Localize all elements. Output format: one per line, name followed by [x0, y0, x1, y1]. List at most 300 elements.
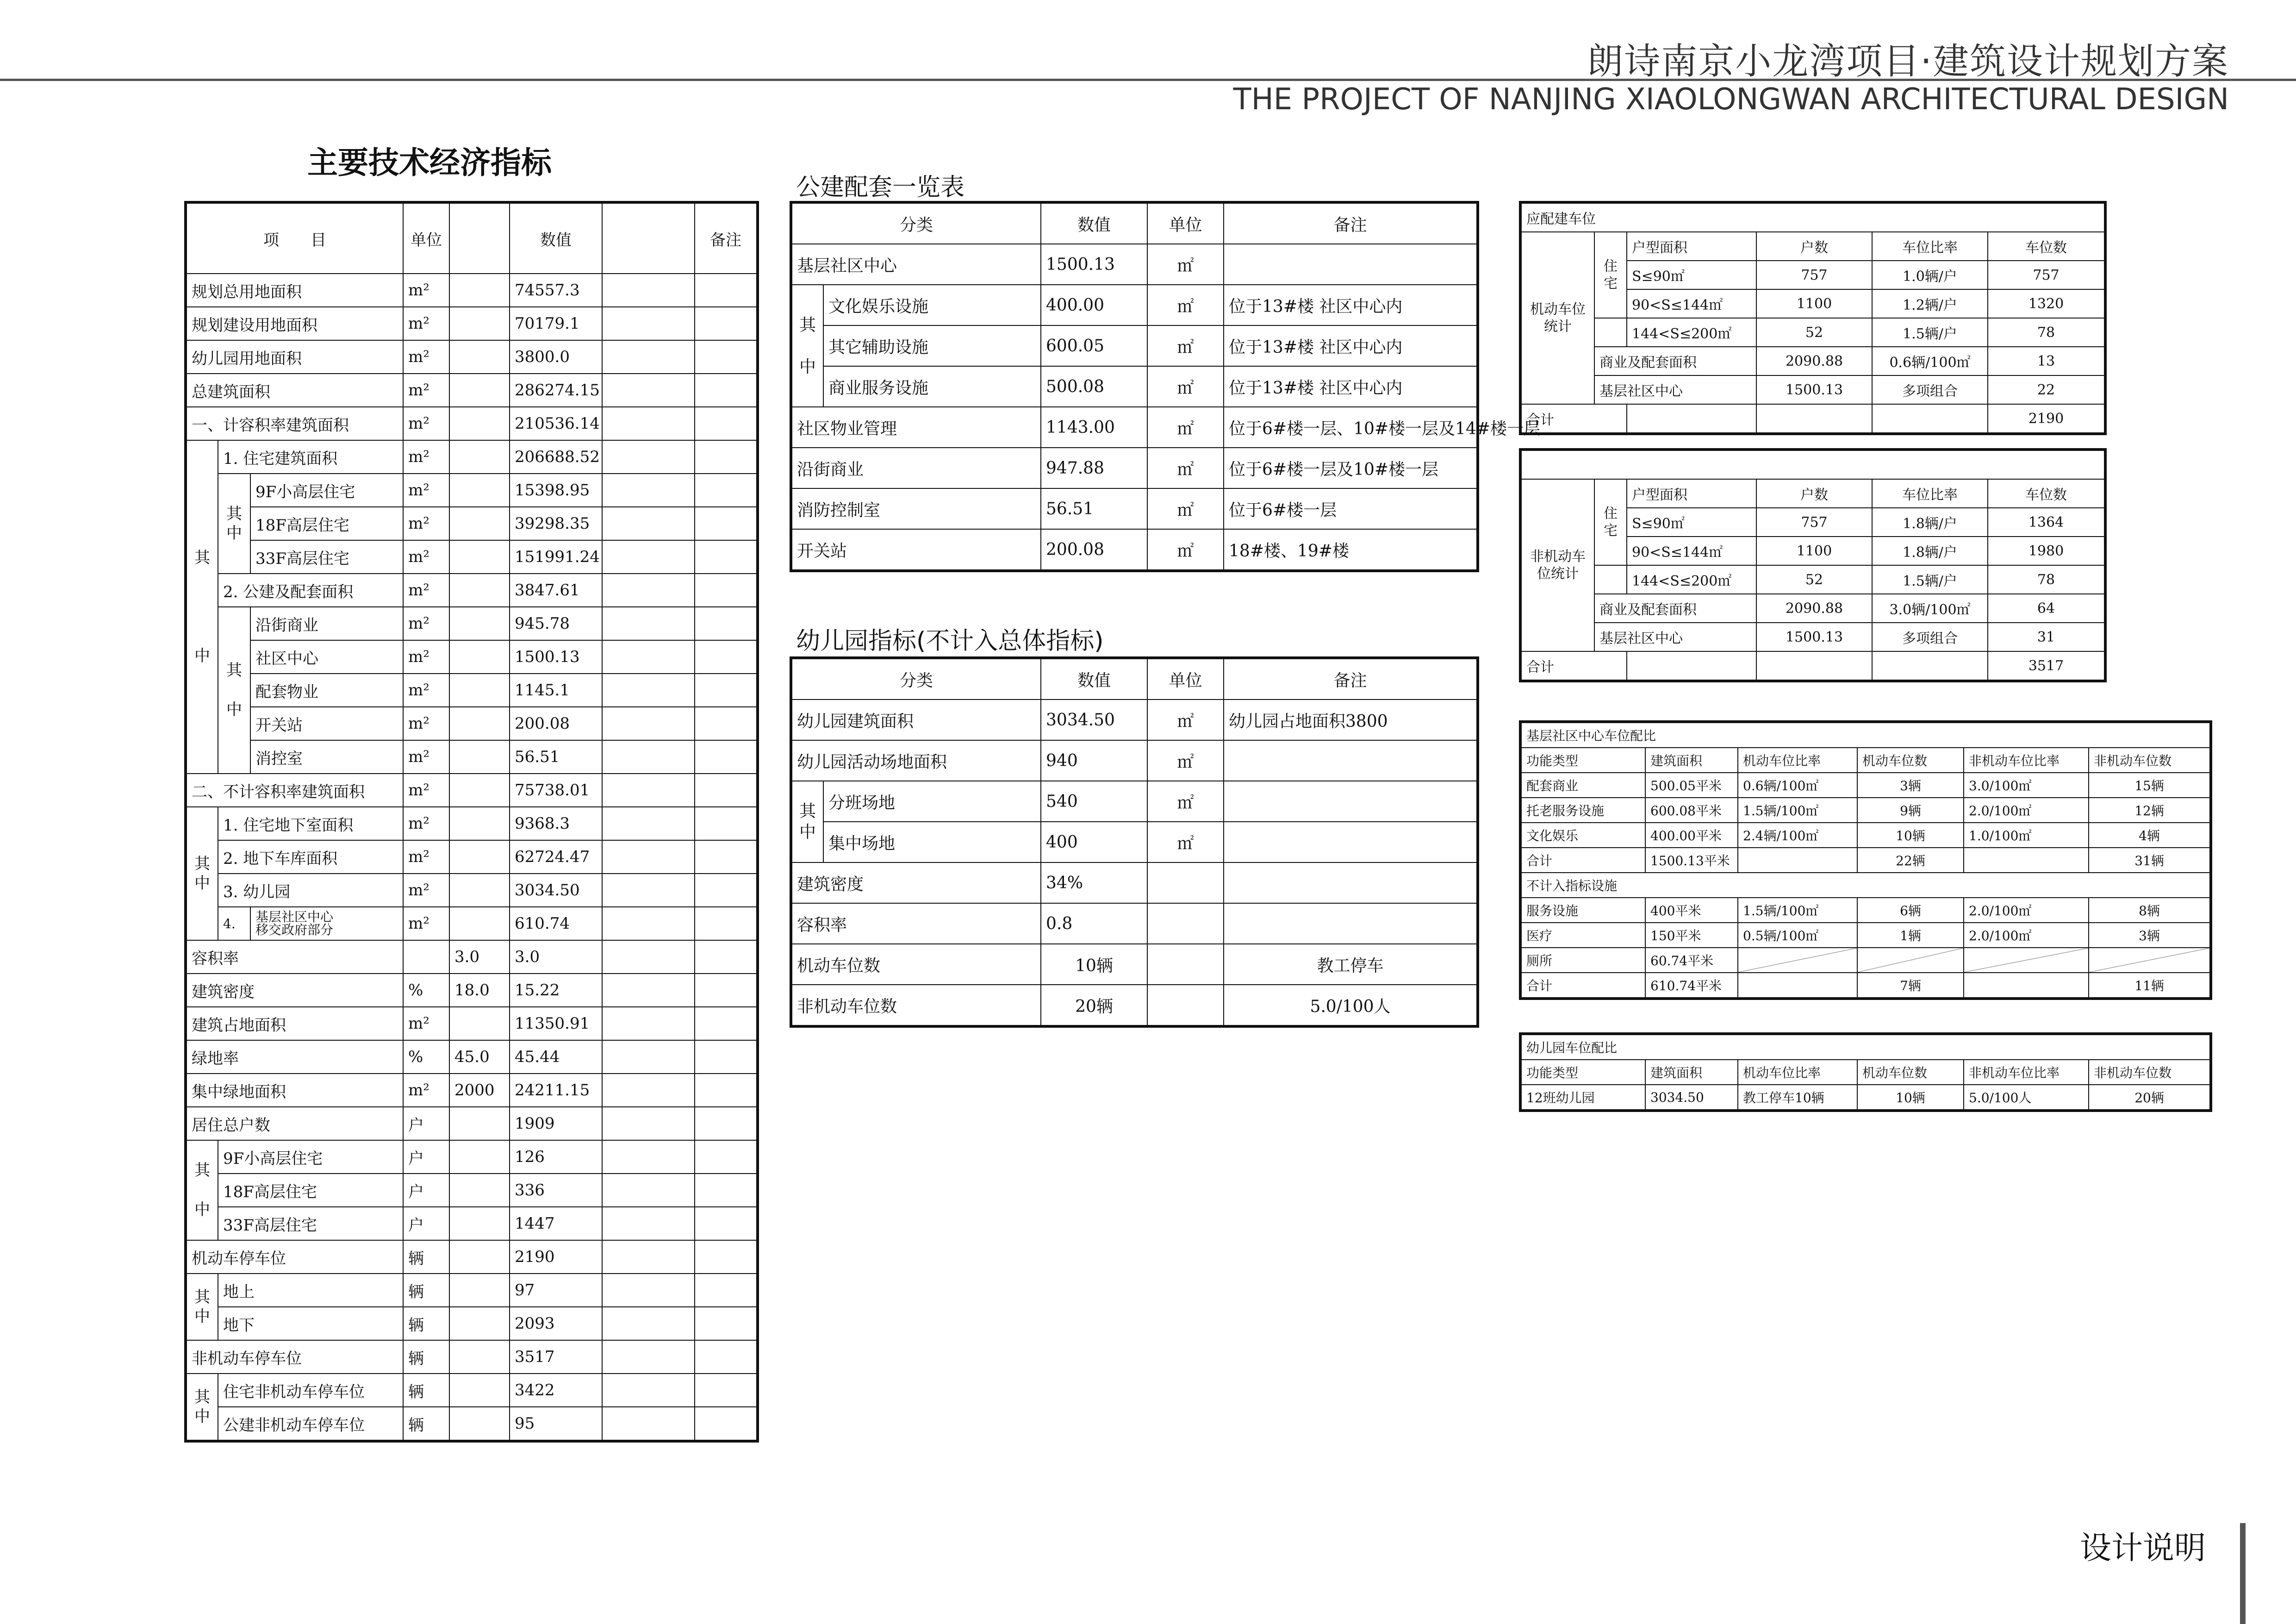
table-cell — [695, 574, 758, 607]
table-cell — [1224, 740, 1478, 781]
table-cell: 服务设施 — [1520, 898, 1645, 923]
row-unit: m² — [403, 740, 449, 774]
kinder-parking-title: 幼儿园车位配比 — [1520, 1034, 2211, 1060]
table-cell: 幼儿园建筑面积 — [791, 700, 1041, 740]
table-cell — [602, 1107, 695, 1140]
row-limit: 3.0 — [449, 940, 510, 974]
row-label: 1. 住宅地下室面积 — [218, 807, 403, 840]
table-cell: 0.8 — [1041, 903, 1147, 944]
table-cell: 消防控制室 — [791, 488, 1041, 529]
table-header-row — [1520, 479, 2105, 508]
kinder-parking-table — [1519, 1032, 2212, 1112]
table-cell: 建筑面积 — [1645, 748, 1738, 773]
row-label: 9F小高层住宅 — [218, 1140, 403, 1174]
table-cell: 位于6#楼一层及10#楼一层 — [1224, 448, 1478, 488]
table-cell: 合计 — [1520, 973, 1645, 999]
table-cell — [602, 1240, 695, 1274]
row-unit: m² — [403, 340, 449, 374]
table-row — [186, 474, 758, 507]
table-cell: 9辆 — [1857, 798, 1964, 823]
table-cell — [602, 807, 695, 840]
row-label: 社区中心 — [250, 640, 403, 674]
table-cell: 2.4辆/100㎡ — [1738, 823, 1857, 848]
table-cell: 户数 — [1756, 232, 1872, 261]
table-cell — [602, 607, 695, 640]
project-title-cn: 朗诗南京小龙湾项目·建筑设计规划方案 — [1587, 41, 2229, 82]
table-cell: 600.05 — [1041, 325, 1147, 366]
table-cell — [695, 1140, 758, 1174]
table-cell: ㎡ — [1147, 448, 1224, 488]
row-unit: m² — [403, 440, 449, 474]
qizhong-label: 其 中 — [218, 607, 250, 774]
table-cell — [449, 1340, 510, 1374]
header-cell: 数值 — [1041, 658, 1147, 700]
table-cell: 3034.50 — [1041, 700, 1147, 740]
table-cell — [1520, 450, 2105, 479]
table-cell: 非机动车位比率 — [1964, 748, 2089, 773]
row-label: 33F高层住宅 — [218, 1207, 403, 1240]
table-row — [791, 325, 1478, 366]
table-cell — [449, 407, 510, 440]
qizhong-label: 其 中 — [791, 285, 823, 407]
table-cell: 1500.13平米 — [1645, 848, 1738, 873]
row-label: 幼儿园用地面积 — [186, 340, 403, 374]
table-row — [186, 1174, 758, 1207]
table-cell — [1627, 404, 1756, 434]
table-cell — [602, 1307, 695, 1340]
table-cell: 车位比率 — [1872, 479, 1988, 508]
row-label: 住宅非机动车停车位 — [218, 1374, 403, 1407]
table-cell — [1872, 651, 1988, 681]
header-item: 项 目 — [186, 202, 403, 274]
row-unit: m² — [403, 1074, 449, 1107]
table-cell: 144<S≤200㎡ — [1627, 318, 1756, 347]
table-row — [791, 285, 1478, 325]
table-cell — [695, 1107, 758, 1140]
table-cell: 3517 — [1988, 651, 2105, 681]
table-cell: 540 — [1041, 781, 1147, 822]
row-limit: 18.0 — [449, 974, 510, 1007]
row-value: 3422 — [510, 1374, 602, 1407]
table-cell: 0.6辆/100㎡ — [1872, 347, 1988, 375]
table-row — [186, 340, 758, 374]
table-row — [186, 540, 758, 574]
table-cell — [695, 1240, 758, 1274]
row-value: 62724.47 — [510, 840, 602, 874]
table-cell — [695, 807, 758, 840]
table-cell: 90<S≤144㎡ — [1627, 537, 1756, 565]
row-unit: m² — [403, 907, 449, 940]
table-row — [186, 707, 758, 740]
row-unit: 辆 — [403, 1307, 449, 1340]
table-cell: ㎡ — [1147, 366, 1224, 407]
table-cell: 52 — [1756, 318, 1872, 347]
table-row — [791, 700, 1478, 740]
qizhong-label: 其 中 — [186, 1140, 218, 1240]
table-cell: 78 — [1988, 318, 2105, 347]
table-row — [1520, 923, 2211, 948]
table-cell — [1964, 973, 2089, 999]
table-cell: 建筑密度 — [791, 862, 1041, 903]
table-cell — [695, 1340, 758, 1374]
table-cell — [695, 840, 758, 874]
table-header-row — [1520, 232, 2105, 261]
table-cell: 基层社区中心 — [1594, 623, 1756, 651]
table-cell: 不计入指标设施 — [1520, 873, 2211, 898]
table-row — [791, 985, 1478, 1026]
table-cell — [602, 307, 695, 340]
table-row — [1520, 651, 2105, 681]
row-value: 97 — [510, 1274, 602, 1307]
kinder-table-title: 幼儿园指标(不计入总体指标) — [796, 627, 1104, 655]
table-cell: 2190 — [1988, 404, 2105, 434]
table-cell — [695, 740, 758, 774]
qizhong-label: 其 中 — [186, 1374, 218, 1441]
table-cell — [695, 640, 758, 674]
table-cell: 3034.50 — [1645, 1085, 1738, 1111]
table-cell — [602, 507, 695, 540]
table-cell — [695, 1007, 758, 1040]
table-cell — [695, 1040, 758, 1074]
table-cell: 开关站 — [791, 529, 1041, 571]
table-cell: ㎡ — [1147, 285, 1224, 325]
header-value: 数值 — [510, 202, 602, 274]
table-cell — [449, 307, 510, 340]
kindergarten-table — [790, 656, 1479, 1028]
row-value: 610.74 — [510, 907, 602, 940]
table-cell: 户型面积 — [1627, 479, 1756, 508]
row-value: 126 — [510, 1140, 602, 1174]
table-cell — [449, 1007, 510, 1040]
row-unit: m² — [403, 674, 449, 707]
row-unit: 辆 — [403, 1407, 449, 1441]
qizhong-label: 其 中 — [218, 474, 250, 574]
table-cell — [1224, 781, 1478, 822]
table-cell: 90<S≤144㎡ — [1627, 289, 1756, 318]
row-value: 74557.3 — [510, 274, 602, 307]
row-value: 9368.3 — [510, 807, 602, 840]
table-cell: 3辆 — [2089, 923, 2211, 948]
row-value: 75738.01 — [510, 774, 602, 807]
header-cell: 分类 — [791, 202, 1041, 244]
table-cell: ㎡ — [1147, 700, 1224, 740]
table-row — [186, 1107, 758, 1140]
table-row — [1520, 565, 2105, 594]
table-cell: 1.0/100㎡ — [1964, 823, 2089, 848]
table-cell — [602, 1274, 695, 1307]
row-unit: 辆 — [403, 1374, 449, 1407]
row-value: 945.78 — [510, 607, 602, 640]
table-cell: 200.08 — [1041, 529, 1147, 571]
table-cell: 400 — [1041, 822, 1147, 862]
row-unit: 辆 — [403, 1274, 449, 1307]
table-cell — [449, 374, 510, 407]
table-cell: 教工停车10辆 — [1738, 1085, 1857, 1111]
table-cell: 1100 — [1756, 537, 1872, 565]
table-header-row — [1520, 748, 2211, 773]
table-cell: 500.05平米 — [1645, 773, 1738, 798]
row-label: 33F高层住宅 — [250, 540, 403, 574]
row-value: 70179.1 — [510, 307, 602, 340]
qizhong-label: 其 中 — [186, 440, 218, 774]
table-row — [791, 862, 1478, 903]
table-cell: 医疗 — [1520, 923, 1645, 948]
row-unit: % — [403, 1040, 449, 1074]
table-row — [186, 774, 758, 807]
row-value: 3.0 — [510, 940, 602, 974]
table-cell — [695, 274, 758, 307]
table-cell: 车位数 — [1988, 479, 2105, 508]
table-cell: 合计 — [1520, 404, 1627, 434]
table-cell — [2089, 948, 2211, 973]
table-cell — [602, 674, 695, 707]
table-cell — [695, 540, 758, 574]
table-cell: 2090.88 — [1756, 594, 1872, 623]
table-row — [1520, 848, 2211, 873]
table-cell — [1964, 948, 2089, 973]
motor-parking-table — [1519, 201, 2107, 435]
table-cell: 非机动车位数 — [791, 985, 1041, 1026]
row-unit: m² — [403, 774, 449, 807]
row-label: 2. 公建及配套面积 — [218, 574, 403, 607]
table-cell: 位于13#楼 社区中心内 — [1224, 366, 1478, 407]
row-value: 336 — [510, 1174, 602, 1207]
table-cell — [449, 1274, 510, 1307]
table-header-row — [791, 202, 1478, 244]
table-cell: 64 — [1988, 594, 2105, 623]
table-row — [1520, 898, 2211, 923]
row-label: 沿街商业 — [250, 607, 403, 640]
table-cell — [695, 1307, 758, 1340]
table-row — [186, 1240, 758, 1274]
table-header-row — [791, 658, 1478, 700]
table-row — [1520, 873, 2211, 898]
table-header-row — [186, 202, 758, 274]
table-row — [1520, 773, 2211, 798]
table-cell — [449, 907, 510, 940]
table-cell: 947.88 — [1041, 448, 1147, 488]
row-label: 公建非机动车停车位 — [218, 1407, 403, 1441]
row-limit: 45.0 — [449, 1040, 510, 1074]
public-table-title: 公建配套一览表 — [796, 174, 965, 201]
table-cell — [449, 774, 510, 807]
row-value: 45.44 — [510, 1040, 602, 1074]
table-cell: 34% — [1041, 862, 1147, 903]
table-cell — [1738, 948, 1857, 973]
table-cell: 多项组合 — [1872, 623, 1988, 651]
row-value: 15398.95 — [510, 474, 602, 507]
row-label: 配套物业 — [250, 674, 403, 707]
row-value: 206688.52 — [510, 440, 602, 474]
table-cell: 多项组合 — [1872, 375, 1988, 404]
table-cell — [602, 1074, 695, 1107]
table-cell — [695, 1074, 758, 1107]
table-cell — [695, 707, 758, 740]
table-row — [186, 1140, 758, 1174]
table-row — [186, 274, 758, 307]
table-row — [186, 1374, 758, 1407]
table-cell: ㎡ — [1147, 740, 1224, 781]
table-cell — [449, 1307, 510, 1340]
table-cell — [449, 640, 510, 674]
table-cell: 3辆 — [1857, 773, 1964, 798]
table-cell — [1857, 948, 1964, 973]
table-cell: 940 — [1041, 740, 1147, 781]
table-cell: 基层社区中心 — [1594, 375, 1756, 404]
table-row — [1520, 318, 2105, 347]
table-cell: 位于13#楼 社区中心内 — [1224, 325, 1478, 366]
row-unit: m² — [403, 374, 449, 407]
table-cell — [1224, 822, 1478, 862]
table-cell: 户数 — [1756, 479, 1872, 508]
table-row — [186, 874, 758, 907]
table-cell — [602, 374, 695, 407]
table-cell: 1.5辆/户 — [1872, 318, 1988, 347]
table-cell — [602, 1007, 695, 1040]
table-row — [186, 907, 758, 940]
table-row — [791, 407, 1478, 448]
row-unit: m² — [403, 874, 449, 907]
table-row — [791, 244, 1478, 285]
table-row — [1520, 404, 2105, 434]
table-cell — [449, 607, 510, 640]
table-cell — [449, 1107, 510, 1140]
table-cell — [695, 307, 758, 340]
table-cell — [602, 1407, 695, 1441]
row-unit: m² — [403, 807, 449, 840]
row-value: 56.51 — [510, 740, 602, 774]
table-cell — [602, 474, 695, 507]
table-cell: 2.0/100㎡ — [1964, 798, 2089, 823]
table-cell: 位于13#楼 社区中心内 — [1224, 285, 1478, 325]
table-cell: 150平米 — [1645, 923, 1738, 948]
table-row — [791, 944, 1478, 985]
table-cell: 位于6#楼一层 — [1224, 488, 1478, 529]
row-value: 1145.1 — [510, 674, 602, 707]
table-cell: 商业及配套面积 — [1594, 347, 1756, 375]
row-unit: m² — [403, 707, 449, 740]
table-row — [186, 407, 758, 440]
table-cell — [1738, 973, 1857, 999]
row-unit: 辆 — [403, 1340, 449, 1374]
table-cell — [1872, 404, 1988, 434]
table-cell: 配套商业 — [1520, 773, 1645, 798]
table-row — [1520, 823, 2211, 848]
table-cell: 非机动车位比率 — [1964, 1060, 2089, 1085]
row-label: 居住总户数 — [186, 1107, 403, 1140]
table-cell: 1500.13 — [1756, 623, 1872, 651]
table-row — [186, 840, 758, 874]
table-cell: 幼儿园占地面积3800 — [1224, 700, 1478, 740]
table-cell — [602, 202, 695, 274]
main-indicators-table — [184, 201, 759, 1443]
table-row — [186, 1207, 758, 1240]
table-row — [791, 488, 1478, 529]
table-cell: 18#楼、19#楼 — [1224, 529, 1478, 571]
table-row — [791, 448, 1478, 488]
table-cell: 10辆 — [1041, 944, 1147, 985]
table-cell: 144<S≤200㎡ — [1627, 565, 1756, 594]
row-value: 1500.13 — [510, 640, 602, 674]
row-value: 151991.24 — [510, 540, 602, 574]
table-cell — [1224, 244, 1478, 285]
row-label: 地下 — [218, 1307, 403, 1340]
table-cell — [695, 607, 758, 640]
header-cell: 备注 — [1224, 658, 1478, 700]
row-value: 11350.91 — [510, 1007, 602, 1040]
table-cell: 500.08 — [1041, 366, 1147, 407]
row-unit: m² — [403, 840, 449, 874]
header-cell: 数值 — [1041, 202, 1147, 244]
table-cell: 机动车位数 — [791, 944, 1041, 985]
table-cell — [1738, 848, 1857, 873]
table-cell — [602, 974, 695, 1007]
row-label: 绿地率 — [186, 1040, 403, 1074]
row-value: 2093 — [510, 1307, 602, 1340]
table-row — [186, 1040, 758, 1074]
table-cell: 功能类型 — [1520, 748, 1645, 773]
table-cell: 容积率 — [791, 903, 1041, 944]
header-cell: 备注 — [1224, 202, 1478, 244]
table-cell: 13 — [1988, 347, 2105, 375]
table-row — [186, 1307, 758, 1340]
table-cell — [695, 674, 758, 707]
table-row — [791, 529, 1478, 571]
table-cell — [602, 840, 695, 874]
row-label: 总建筑面积 — [186, 374, 403, 407]
row-label: 基层社区中心 移交政府部分 — [250, 907, 403, 940]
table-cell: 11辆 — [2089, 973, 2211, 999]
row-unit: 户 — [403, 1107, 449, 1140]
row-unit: 辆 — [403, 1240, 449, 1274]
table-cell — [449, 274, 510, 307]
table-cell — [449, 740, 510, 774]
table-cell — [695, 374, 758, 407]
row-label: 开关站 — [250, 707, 403, 740]
table-cell: 非机动车位数 — [2089, 1060, 2211, 1085]
header-cell: 分类 — [791, 658, 1041, 700]
table-cell — [449, 874, 510, 907]
table-cell: 757 — [1756, 508, 1872, 537]
table-cell: 1500.13 — [1756, 375, 1872, 404]
table-cell: 10辆 — [1857, 1085, 1964, 1111]
table-cell: ㎡ — [1147, 244, 1224, 285]
row-value: 200.08 — [510, 707, 602, 740]
table-cell — [602, 940, 695, 974]
table-cell: 1.2辆/户 — [1872, 289, 1988, 318]
table-cell — [449, 1140, 510, 1174]
row-unit: m² — [403, 274, 449, 307]
table-cell — [602, 407, 695, 440]
table-cell — [695, 1374, 758, 1407]
table-row — [1520, 948, 2211, 973]
table-cell: 户型面积 — [1627, 232, 1756, 261]
row-label: 建筑密度 — [186, 974, 403, 1007]
row-unit: m² — [403, 1007, 449, 1040]
table-row — [791, 822, 1478, 862]
table-cell: 1.5辆/户 — [1872, 565, 1988, 594]
row-label: 消控室 — [250, 740, 403, 774]
table-cell: 集中场地 — [823, 822, 1041, 862]
table-cell — [602, 540, 695, 574]
table-row — [186, 1274, 758, 1307]
row-value: 1447 — [510, 1207, 602, 1240]
table-cell: 56.51 — [1041, 488, 1147, 529]
table-cell: 商业及配套面积 — [1594, 594, 1756, 623]
table-cell — [602, 1340, 695, 1374]
row-unit: m² — [403, 407, 449, 440]
header-unit: 单位 — [403, 202, 449, 274]
